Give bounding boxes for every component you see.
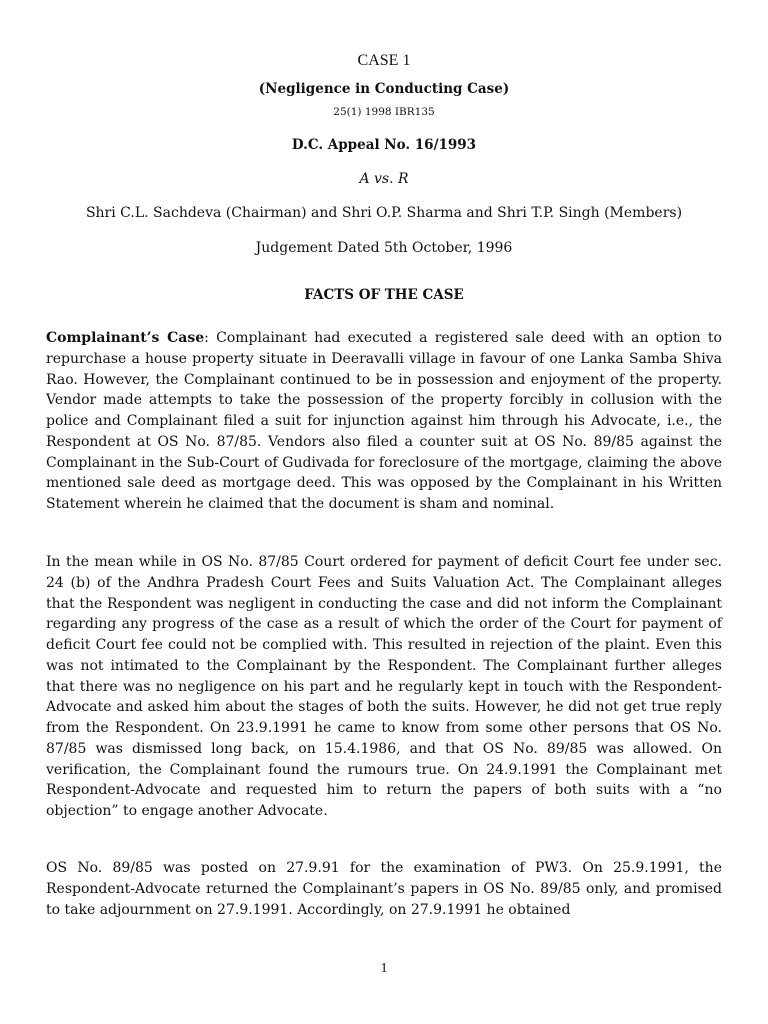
parties: A vs. R	[359, 171, 409, 187]
facts-heading: FACTS OF THE CASE	[304, 287, 464, 303]
paragraph-lead: Complainant’s Case	[46, 330, 205, 346]
citation: 25(1) 1998 IBR135	[333, 106, 435, 118]
case-title: CASE 1	[357, 52, 411, 69]
paragraph-negligence: In the mean while in OS No. 87/85 Court ordered for payment of deficit Court fee under sec. 24 (b) of the Andhra Pradesh Court Fees and Suits Valuation Act. The Complainant alleges that the Respondent was negligent in conducting the case and did not inform the Complainant regarding any progress of the case as a result of which the order of the Court for payment of deficit Court fee could not be complied with. This resulted in rejection of the plaint. Even this was not intimated to the Complainant by the Respondent. The Complainant further alleges that there was no negligence on his part and he regularly kept in touch with the Respondent-Advocate and asked him about the stages of both the suits. However, he did not get true reply from the Respondent. On 23.9.1991 he came to know from some other persons that OS No. 87/85 was dismissed long back, on 15.4.1986, and that OS No. 89/85 was allowed. On verification, the Complainant found the rumours true. On 24.9.1991 the Complainant met Respondent-Advocate and requested him to return the papers of both suits with a “no objection” to engage another Advocate.	[46, 554, 722, 819]
bench-members: Shri C.L. Sachdeva (Chairman) and Shri O.P. Sharma and Shri T.P. Singh (Members)	[85, 205, 683, 221]
appeal-number: D.C. Appeal No. 16/1993	[291, 137, 477, 153]
judgement-date: Judgement Dated 5th October, 1996	[255, 240, 513, 256]
paragraph-hearing: OS No. 89/85 was posted on 27.9.91 for the examination of PW3. On 25.9.1991, the Respondent-Advocate returned the Complainant’s papers in OS No. 89/85 only, and promised to take adjournment on 27.9.1991. Accordingly, on 27.9.1991 he obtained	[46, 860, 722, 918]
paragraph-body: : Complainant had executed a registered sale deed with an option to repurchase a house property situate in Deeravalli village in favour of one Lanka Samba Shiva Rao. However, the Complainant continued to be in possession and enjoyment of the property. Vendor made attempts to take the possession of the property forcibly in collusion with the police and Complainant filed a suit for injunction against him through his Advocate, i.e., the Respondent at OS No. 87/85. Vendors also filed a counter suit at OS No. 89/85 against the Complainant in the Sub-Court of Gudivada for foreclosure of the mortgage, claiming the above mentioned sale deed as mortgage deed. This was opposed by the Complainant in his Written Statement wherein he claimed that the document is sham and nominal.	[46, 330, 722, 512]
paragraph-complainants-case	[46, 328, 722, 515]
page-number: 1	[380, 961, 388, 976]
case-subtitle: (Negligence in Conducting Case)	[258, 81, 510, 97]
